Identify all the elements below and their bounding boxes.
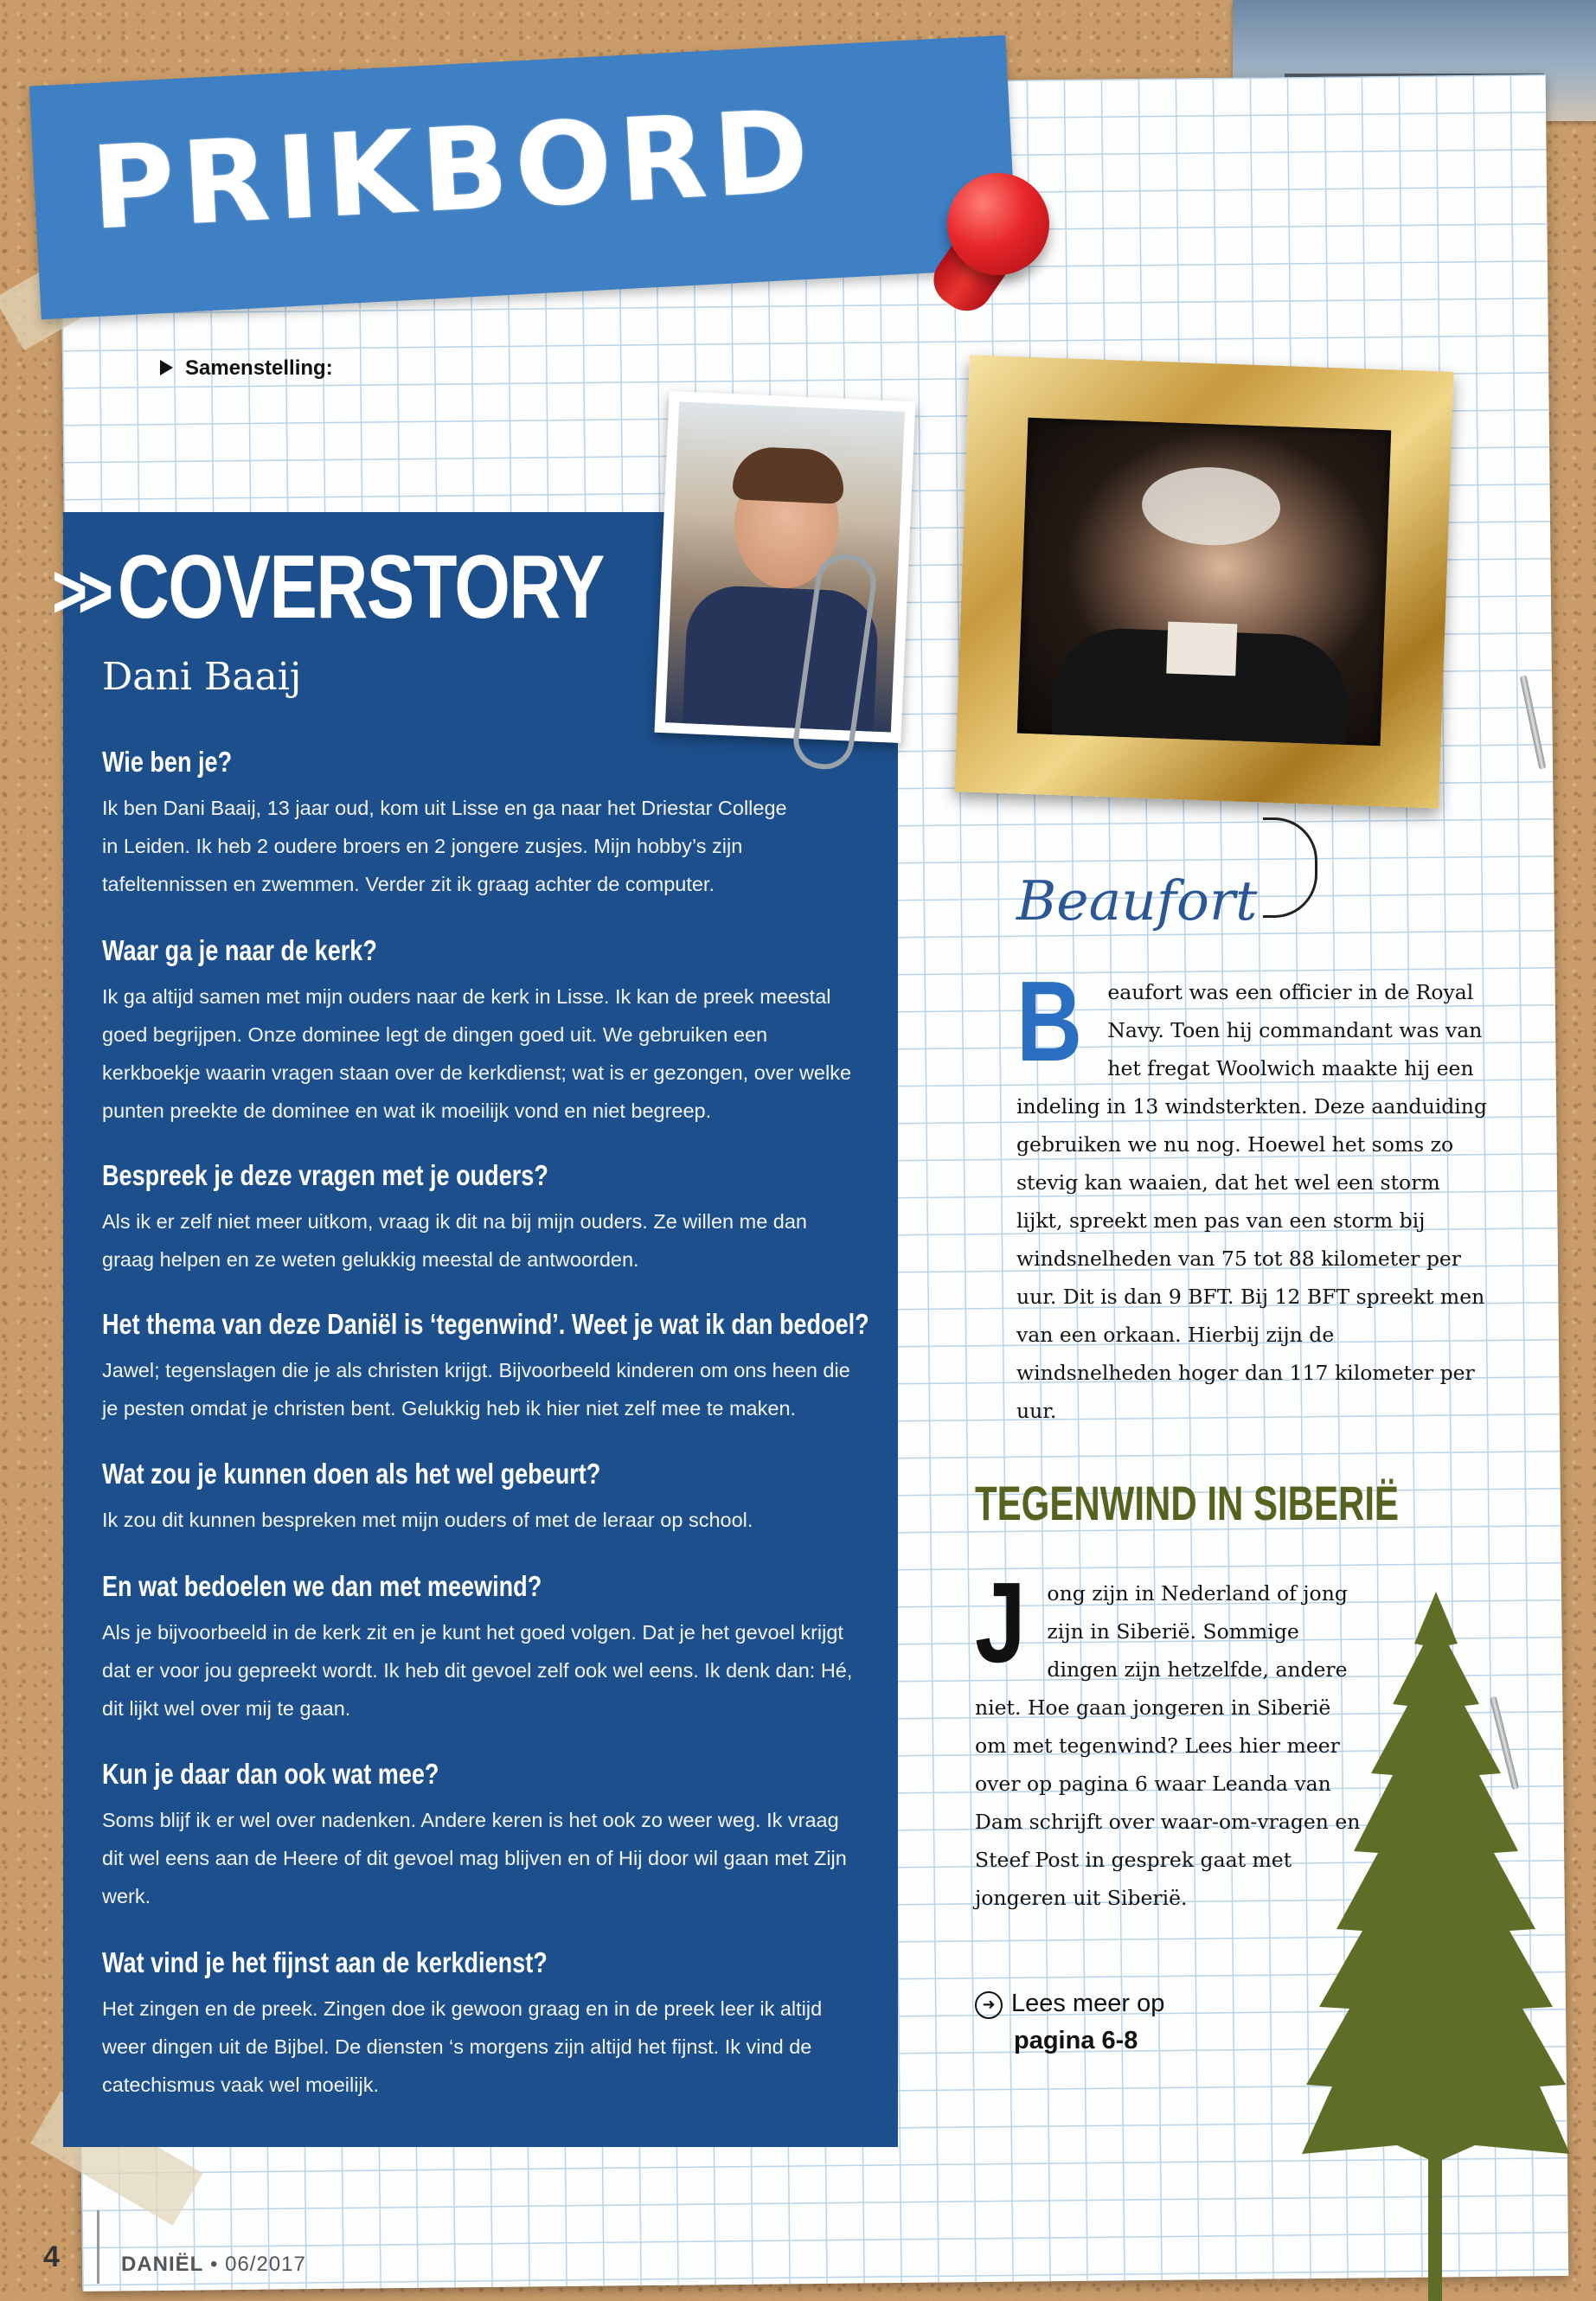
answer: Jawel; tegenslagen die je als christen krijgt. Bijvoorbeeld kinderen om ons heen die je pesten omdat je christen bent. Gelukkig heb ik hier niet zelf mee te maken.	[102, 1359, 850, 1420]
footer-divider	[97, 2210, 99, 2284]
interviewee-name: Dani Baaij	[102, 655, 302, 699]
page-number: 4	[43, 2240, 60, 2273]
magazine-name: DANIËL	[121, 2253, 204, 2276]
read-more-page: pagina 6-8	[1014, 2027, 1138, 2054]
qa-item	[102, 1458, 863, 1539]
qa-item	[102, 1946, 863, 2104]
answer: Ik ga altijd samen met mijn ouders naar de kerk in Lisse. Ik kan de preek meestal goed begrijpen. Onze dominee legt de dingen goed uit. We gebruiken een kerkboekje waarin vragen staan over de kerkdienst; wat is er gezongen, over welke punten preekte de dominee en wat ik moeilijk vond en niet begreep.	[102, 985, 852, 1122]
samenstelling-line	[160, 356, 333, 381]
beaufort-portrait	[1017, 418, 1391, 746]
triangle-bullet-icon	[160, 360, 173, 375]
qa-item	[102, 1570, 863, 1727]
samenstelling-label: Samenstelling:	[185, 356, 333, 380]
page-title: PRIKBORD	[87, 85, 819, 256]
dropcap: B	[1016, 958, 1083, 1085]
answer: Ik ben Dani Baaij, 13 jaar oud, kom uit Lisse en ga naar het Driestar College in Leiden. Ik heb 2 oudere broers en 2 jongere zusjes. Mijn hobby’s zijn tafeltennissen en zwemmen. Verder zit ik graag achter de computer.	[102, 797, 787, 895]
footer-magazine: DANIËL • 06/2017	[121, 2253, 306, 2276]
qa-item	[102, 1308, 869, 1427]
beaufort-portrait-frame	[954, 355, 1453, 808]
answer: Soms blijf ik er wel over nadenken. Andere keren is het ook zo weer weg. Ik vraag dit wel eens aan de Heere of dit gevoel mag blijven en of Hij door wil gaan met Zijn werk.	[102, 1809, 847, 1907]
beaufort-article	[1016, 958, 1488, 1430]
qa-item	[102, 1758, 863, 1915]
qa-item	[102, 746, 863, 903]
double-chevron-icon: >>	[52, 548, 104, 634]
read-more-link[interactable]	[975, 1985, 1164, 2060]
answer: Ik zou dit kunnen bespreken met mijn ouders of met de leraar op school.	[102, 1509, 753, 1531]
question: Wat zou je kunnen doen als het wel gebeurt?	[102, 1458, 601, 1490]
question: Het thema van deze Daniël is ‘tegenwind’. Weet je wat ik dan bedoel?	[102, 1308, 869, 1340]
beaufort-body: eaufort was een officier in de Royal Navy. Toen hij commandant was van het fregat Woolwich maakte hij een indeling in 13 windsterkten. Deze aanduiding gebruiken we nu nog. Hoewel het soms zo stevig kan waaien, dat het wel een storm lijkt, spreekt men pas van een storm bij windsnelheden van 75 tot 88 kilometer per uur. Dit is dan 9 BFT. Bij 12 BFT spreekt men van een orkaan. Hierbij zijn de windsnelheden hoger dan 117 kilometer per uur.	[1016, 980, 1487, 1423]
question: En wat bedoelen we dan met meewind?	[102, 1570, 542, 1602]
tegenwind-title: TEGENWIND IN SIBERIË	[975, 1476, 1400, 1530]
question: Wie ben je?	[102, 746, 233, 778]
magazine-issue: 06/2017	[225, 2253, 306, 2276]
interviewee-photo	[655, 391, 916, 743]
coverstory-heading	[52, 536, 604, 639]
dropcap: J	[975, 1559, 1026, 1686]
coverstory-heading-text: COVERSTORY	[117, 537, 604, 638]
read-more-label: Lees meer op	[1011, 1990, 1165, 2017]
question: Waar ga je naar de kerk?	[102, 934, 377, 966]
tegenwind-body: ong zijn in Nederland of jong zijn in Siberië. Sommige dingen zijn hetzelfde, andere niet. Hoe gaan jongeren in Siberië om met tegenwind? Lees hier meer over op pagina 6 waar Leanda van Dam schrijft over waar-om-vragen en Steef Post in gesprek gaat met jongeren uit Siberië.	[975, 1581, 1361, 1910]
question: Wat vind je het fijnst aan de kerkdienst?	[102, 1946, 548, 1978]
answer: Het zingen en de preek. Zingen doe ik gewoon graag en in de preek leer ik altijd weer dingen uit de Bijbel. De diensten ‘s morgens zijn altijd het fijnst. Ik vind de catechismus vaak wel moeilijk.	[102, 1997, 823, 2096]
pushpin-icon	[947, 173, 1049, 275]
pine-tree-icon	[1302, 1592, 1570, 2301]
beaufort-title: Beaufort	[1016, 869, 1258, 933]
qa-item	[102, 1159, 863, 1279]
question: Kun je daar dan ook wat mee?	[102, 1758, 439, 1790]
qa-item	[102, 934, 863, 1130]
arrow-circle-right-icon: ➜	[975, 1991, 1003, 2019]
answer: Als je bijvoorbeeld in de kerk zit en je kunt het goed volgen. Dat je het gevoel krijgt dat er voor jou gepreekt wordt. Ik heb dit gevoel zelf ook wel eens. Ik denk dan: Hé, dit lijkt wel over mij te gaan.	[102, 1621, 853, 1720]
answer: Als ik er zelf niet meer uitkom, vraag ik dit na bij mijn ouders. Ze willen me dan graag helpen en ze weten gelukkig meestal de antwoorden.	[102, 1210, 807, 1271]
question: Bespreek je deze vragen met je ouders?	[102, 1159, 548, 1191]
